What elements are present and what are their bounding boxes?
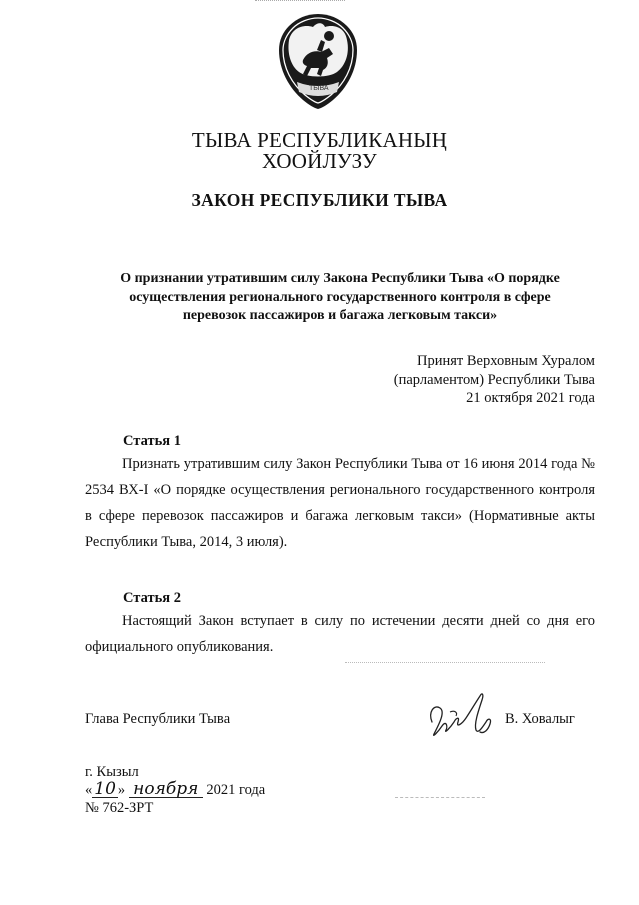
law-subject [60,270,620,326]
article-1-body: Признать утратившим силу Закон Республики Тыва от 16 июня 2014 года № 2534 ВХ-I «О порядке осуществления регионального государственного контроля в сфере перевозок пассажиров и багажа легковым такси» (Нормативные акты Республики Тыва, 2014, 3 июля). [85,456,595,550]
article-1-text [85,451,595,555]
signing-date [85,781,265,799]
republic-line-1: ТЫВА РЕСПУБЛИКАНЫҢ [191,128,448,152]
coat-of-arms-icon [277,10,359,110]
date-month-handwritten: ноября [129,781,203,798]
law-title: ЗАКОН РЕСПУБЛИКИ ТЫВА [191,190,448,210]
article-2-body: Настоящий Закон вступает в силу по истечении десяти дней со дня его официального опубликования. [85,613,595,655]
handwritten-signature [420,682,500,752]
republic-name-tuvan [0,130,639,172]
emblem-banner-text: ТЫВА [309,85,329,92]
scan-artifact-line [345,662,545,663]
article-2-text [85,608,595,660]
date-close-quote: » [117,782,126,798]
article-1-heading: Статья 1 [123,433,181,449]
scan-artifact-line [395,797,485,798]
date-open-quote: « [85,782,93,798]
law-number: № 762-ЗРТ [85,800,154,816]
subject-line-1: О признании утратившим силу Закона Республики Тыва «О порядке [120,271,560,286]
signatory-name: В. Ховалыг [505,711,575,727]
city: г. Кызыл [85,764,139,780]
article-2-heading: Статья 2 [123,590,181,606]
date-day-handwritten: 10 [94,779,116,799]
adoption-note [394,352,595,408]
subject-line-3: перевозок пассажиров и багажа легковым такси» [182,308,498,323]
adopted-line-2: (парламентом) Республики Тыва [393,371,595,388]
adopted-line-3: 21 октября 2021 года [466,390,595,406]
date-year: 2021 года [206,782,266,798]
signatory-title: Глава Республики Тывa [85,711,231,727]
subject-line-2: осуществления регионального государственного контроля в сфере [129,289,551,305]
adopted-line-1: Принят Верховным Хуралом [417,353,595,369]
scan-artifact [255,0,345,1]
republic-line-2: ХООЙЛУЗУ [262,149,377,173]
